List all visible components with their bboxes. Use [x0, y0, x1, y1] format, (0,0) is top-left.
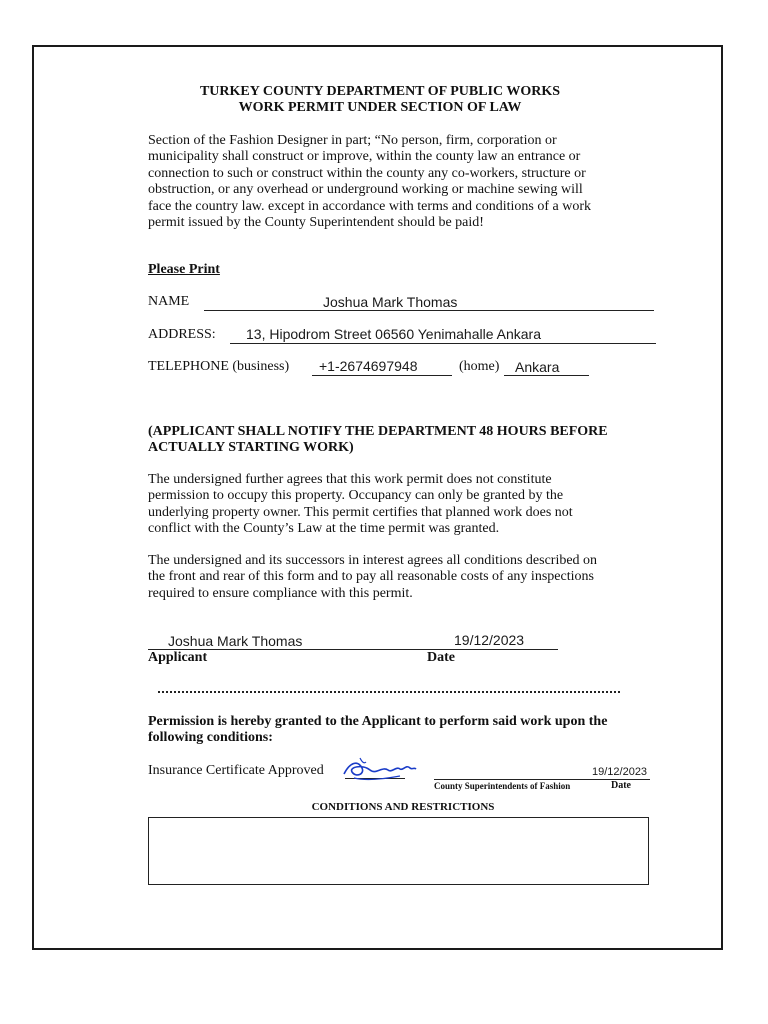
- please-print-label: Please Print: [148, 262, 220, 277]
- agreement-line: the front and rear of this form and to pay all reasonable costs of any inspections: [148, 569, 594, 585]
- name-field[interactable]: Joshua Mark Thomas: [323, 294, 458, 310]
- agreement-line: The undersigned further agrees that this work permit does not constitute: [148, 472, 552, 487]
- home-underline: [504, 375, 589, 376]
- agreement-line: required to ensure compliance with this permit.: [148, 585, 413, 601]
- insurance-label: Insurance Certificate Approved: [148, 763, 324, 778]
- agreement-paragraph-1: [148, 472, 658, 538]
- agreement-line: The undersigned and its successors in interest agrees all conditions described on: [148, 553, 598, 568]
- superintendent-date-field[interactable]: 19/12/2023: [592, 766, 648, 778]
- date-label: Date: [427, 650, 455, 665]
- agreement-line: conflict with the County’s Law at the time permit was granted.: [148, 521, 500, 537]
- intro-line: municipality shall construct or improve, within the county law an entrance or: [148, 149, 581, 165]
- applicant-label: Applicant: [148, 650, 208, 665]
- separator-dotted-line: [158, 691, 620, 693]
- applicant-name-field[interactable]: Joshua Mark Thomas: [168, 633, 303, 649]
- signature-scribble: [340, 754, 420, 784]
- address-label: ADDRESS:: [148, 327, 216, 342]
- applicant-date-field[interactable]: 19/12/2023: [454, 632, 525, 648]
- agreement-paragraph-2: [148, 553, 668, 602]
- intro-line: face the country law. except in accordance with terms and conditions of a work: [148, 198, 592, 214]
- intro-paragraph: [148, 133, 658, 231]
- conditions-box[interactable]: [148, 817, 649, 885]
- intro-line: Section of the Fashion Designer in part; “No person, firm, corporation or: [148, 133, 557, 148]
- intro-line: obstruction, or any overhead or underground working or machine sewing will: [148, 182, 583, 198]
- name-underline: [204, 310, 654, 311]
- permission-statement: [148, 714, 668, 747]
- applicant-signature-underline: [148, 649, 558, 650]
- agreement-line: underlying property owner. This permit certifies that planned work does not: [148, 504, 573, 520]
- telephone-underline: [312, 375, 452, 376]
- permission-line: following conditions:: [148, 730, 273, 746]
- telephone-home-label: (home): [459, 359, 500, 374]
- telephone-home-field[interactable]: Ankara: [515, 359, 560, 375]
- superintendent-date-label: Date: [611, 780, 631, 791]
- intro-line: permit issued by the County Superintendent should be paid!: [148, 215, 484, 231]
- conditions-title: CONDITIONS AND RESTRICTIONS: [311, 801, 495, 813]
- permit-title: WORK PERMIT UNDER SECTION OF LAW: [238, 100, 522, 115]
- intro-line: connection to such or construct within the county any co-workers, structure or: [148, 165, 586, 181]
- permission-line: Permission is hereby granted to the Applicant to perform said work upon the: [148, 714, 608, 729]
- agreement-line: permission to occupy this property. Occupancy can only be granted by the: [148, 488, 564, 504]
- telephone-business-label: TELEPHONE (business): [148, 359, 290, 374]
- address-field[interactable]: 13, Hipodrom Street 06560 Yenimahalle Ankara: [246, 326, 541, 342]
- address-underline: [230, 343, 656, 344]
- telephone-business-field[interactable]: +1-2674697948: [319, 358, 418, 374]
- department-title: TURKEY COUNTY DEPARTMENT OF PUBLIC WORKS: [199, 84, 561, 99]
- notice-line: ACTUALLY STARTING WORK): [148, 440, 354, 456]
- notice-line: (APPLICANT SHALL NOTIFY THE DEPARTMENT 48 HOURS BEFORE: [148, 424, 608, 439]
- name-label: NAME: [148, 294, 190, 309]
- superintendent-label: County Superintendents of Fashion: [434, 781, 571, 791]
- applicant-notice: [148, 424, 668, 457]
